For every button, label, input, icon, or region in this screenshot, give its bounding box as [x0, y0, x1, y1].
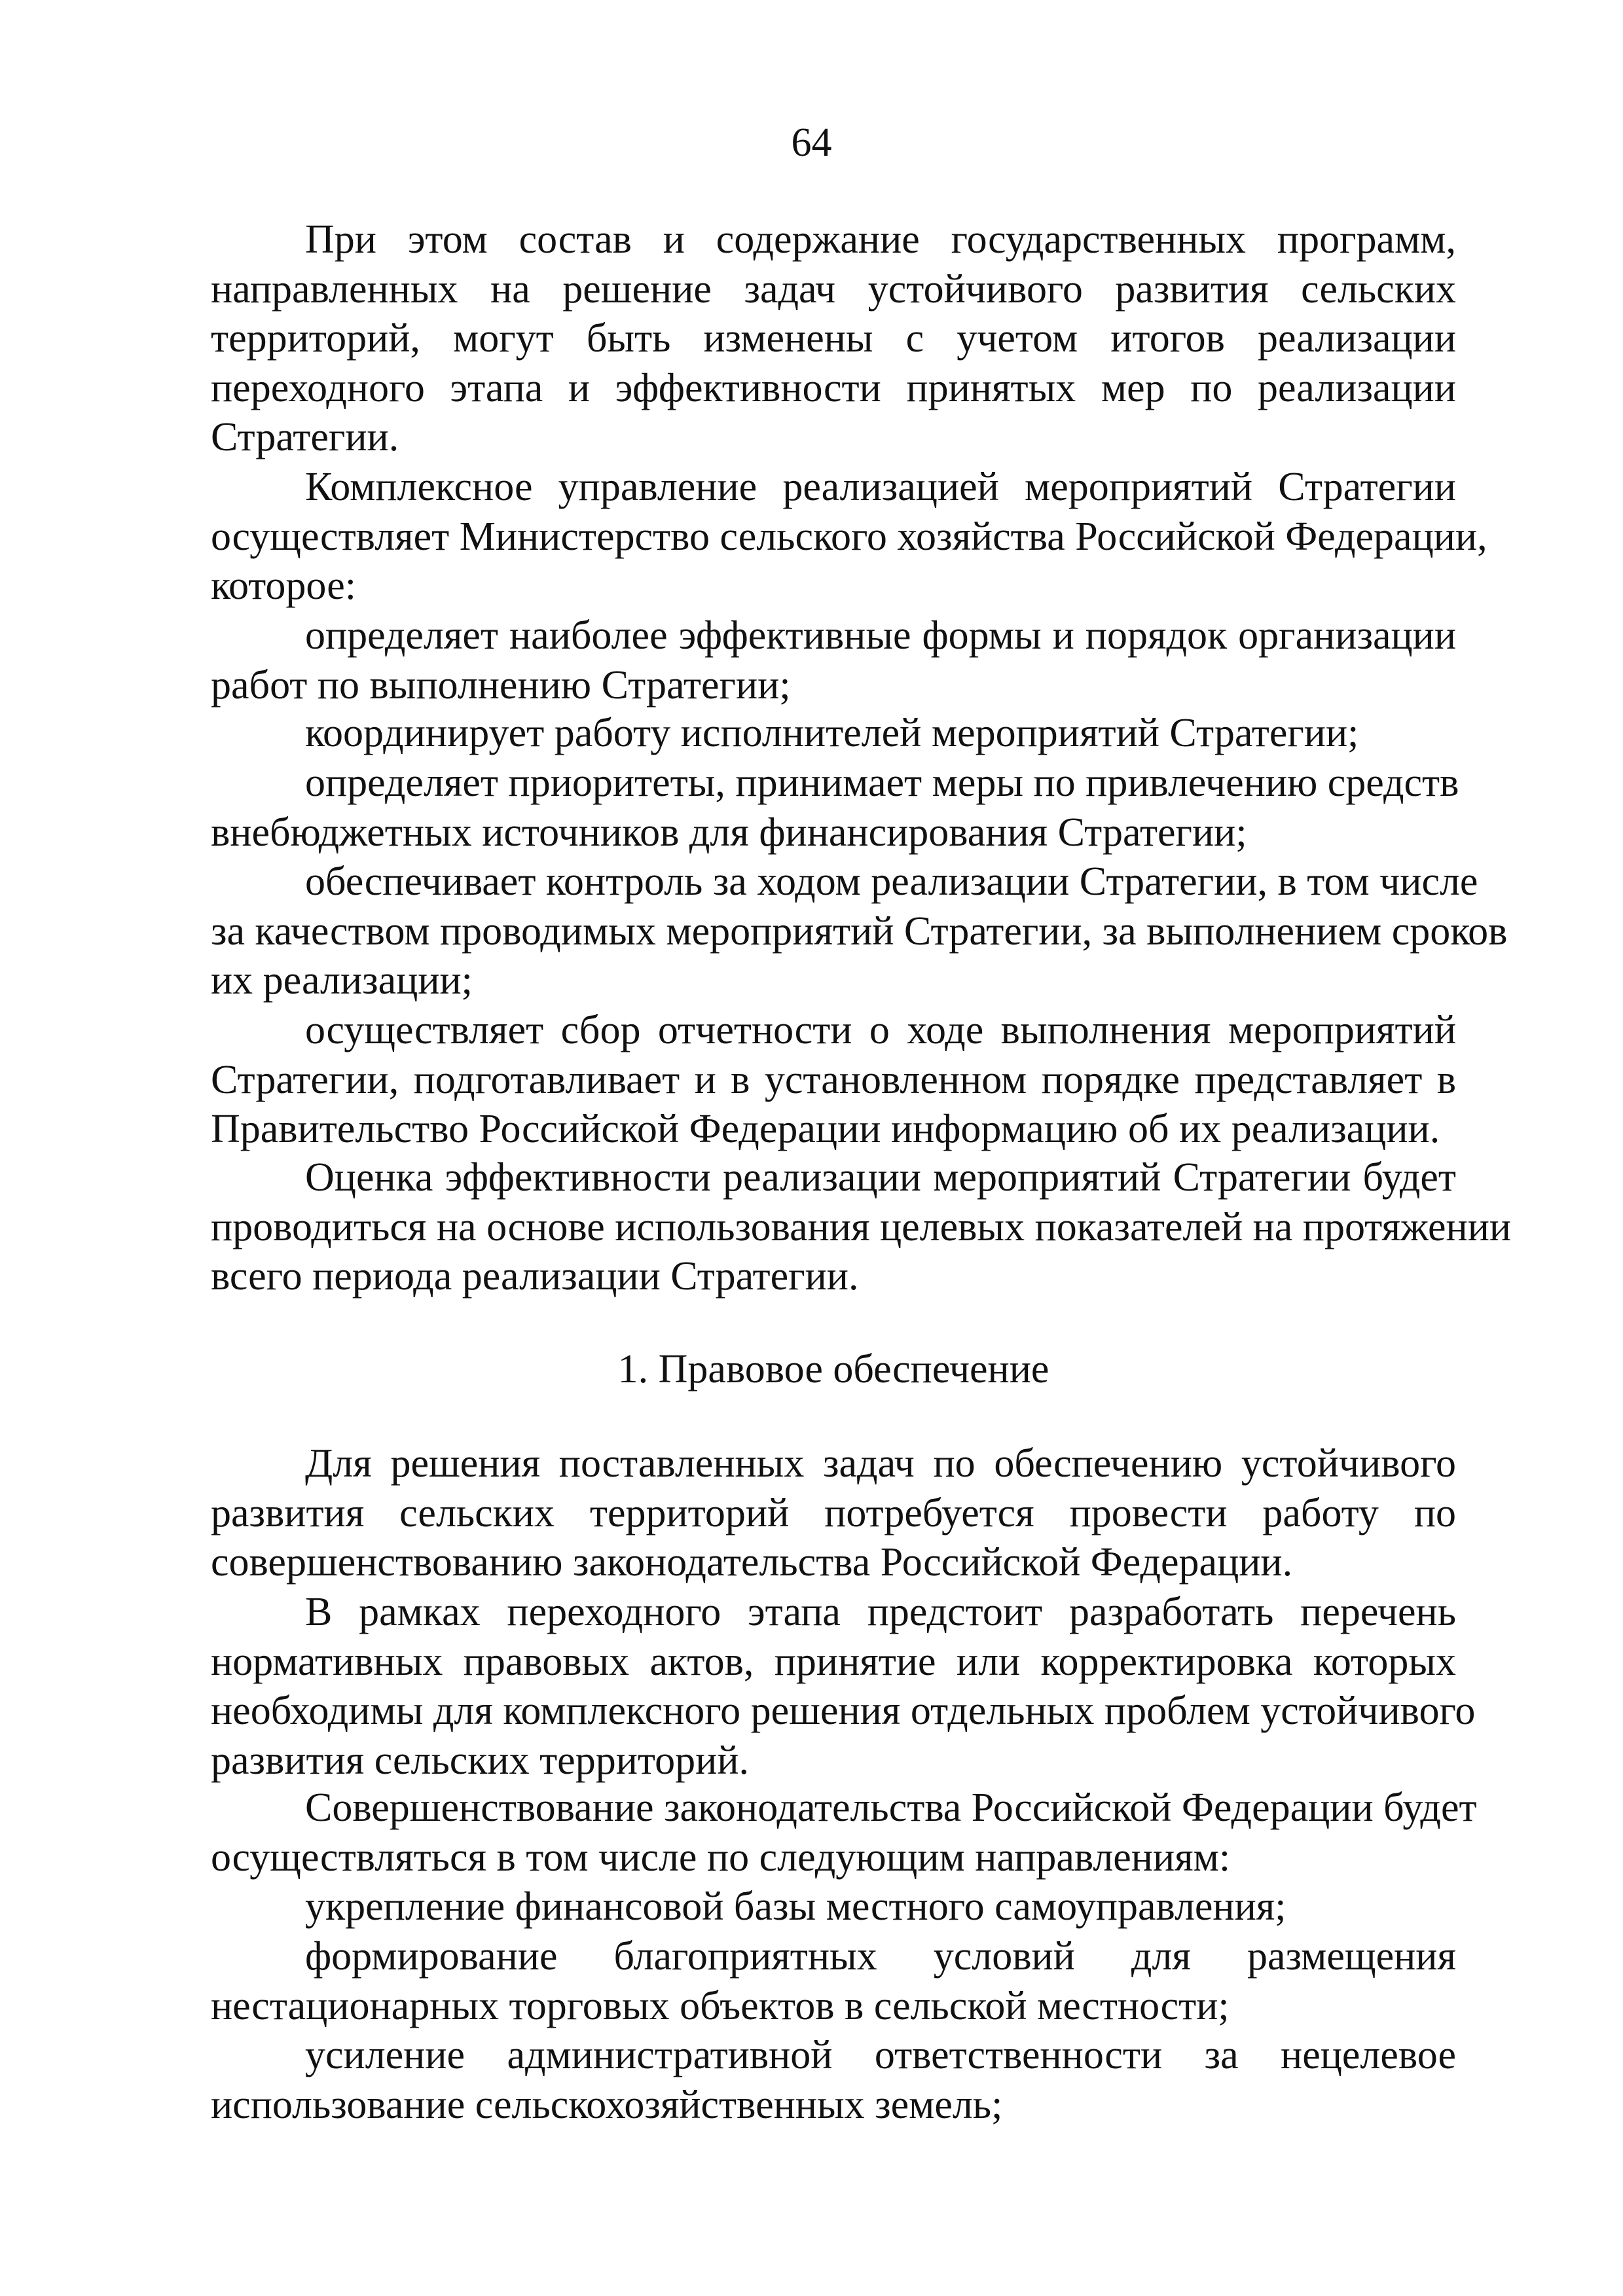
text-line: которое:	[211, 564, 356, 609]
paragraph	[211, 857, 1508, 1006]
text-line: направленных на решение задач устойчивого развития сельских	[211, 266, 1456, 312]
text-line: В рамках переходного этапа предстоит разработать перечень	[305, 1590, 1456, 1634]
text-line: нормативных правовых актов, принятие или корректировка которых	[211, 1639, 1456, 1684]
paragraph	[211, 709, 1456, 759]
text-line: осуществляться в том числе по следующим направлениям:	[211, 1835, 1231, 1880]
text-line: При этом состав и содержание государственных программ,	[305, 217, 1456, 262]
section-heading: 1. Правовое обеспечение	[617, 1347, 1049, 1391]
text-line: Стратегии.	[211, 415, 399, 460]
text-line: развития сельских территорий.	[211, 1738, 750, 1783]
text-line: укрепление финансовой базы местного самоуправления;	[305, 1884, 1286, 1929]
text-line: использование сельскохозяйственных земель;	[211, 2082, 1003, 2127]
paragraph	[211, 1588, 1476, 1785]
text-line: Комплексное управление реализацией мероприятий Стратегии	[305, 465, 1456, 509]
text-line: необходимы для комплексного решения отдельных проблем устойчивого	[211, 1689, 1476, 1734]
text-line: Совершенствование законодательства Российской Федерации будет	[305, 1785, 1477, 1830]
text-line: Для решения поставленных задач по обеспечению устойчивого	[305, 1441, 1456, 1486]
paragraph	[211, 1153, 1512, 1302]
paragraph	[211, 1932, 1456, 2031]
text-line: координирует работу исполнителей мероприятий Стратегии;	[305, 711, 1359, 755]
text-line: нестационарных торговых объектов в сельской местности;	[211, 1983, 1230, 2028]
paragraph	[211, 215, 1456, 463]
text-line: определяет наиболее эффективные формы и порядок организации	[305, 613, 1456, 658]
paragraph	[211, 1439, 1456, 1588]
text-line: развития сельских территорий потребуется провести работу по	[211, 1490, 1456, 1535]
text-line: переходного этапа и эффективности принятых мер по реализации	[211, 365, 1456, 410]
text-line: проводиться на основе использования целевых показателей на протяжении	[211, 1204, 1512, 1249]
text-line: формирование благоприятных условий для размещения	[305, 1934, 1456, 1979]
text-line: усиление административной ответственности за нецелевое	[305, 2033, 1456, 2077]
text-line: совершенствованию законодательства Российской Федерации.	[211, 1540, 1293, 1585]
paragraph	[211, 2031, 1456, 2130]
page-number: 64	[791, 120, 832, 165]
text-line: определяет приоритеты, принимает меры по привлечению средств	[305, 761, 1459, 805]
text-line: осуществляет Министерство сельского хозяйства Российской Федерации,	[211, 514, 1487, 559]
text-line: всего периода реализации Стратегии.	[211, 1254, 859, 1299]
text-line: осуществляет сбор отчетности о ходе выполнения мероприятий	[305, 1008, 1456, 1052]
paragraph	[211, 463, 1487, 611]
text-line: за качеством проводимых мероприятий Стратегии, за выполнением сроков	[211, 908, 1508, 954]
text-line: их реализации;	[211, 958, 473, 1003]
paragraph	[211, 759, 1459, 857]
text-line: работ по выполнению Стратегии;	[211, 662, 791, 708]
paragraph	[211, 1006, 1456, 1155]
text-line: Стратегии, подготавливает и в установленном порядке представляет в	[211, 1057, 1456, 1102]
paragraph	[211, 611, 1456, 710]
paragraph	[211, 1784, 1477, 1882]
text-line: Правительство Российской Федерации информацию об их реализации.	[211, 1107, 1440, 1152]
text-line: внебюджетных источников для финансирования Стратегии;	[211, 810, 1247, 855]
text-line: обеспечивает контроль за ходом реализации Стратегии, в том числе	[305, 859, 1478, 904]
text-line: территорий, могут быть изменены с учетом итогов реализации	[211, 316, 1456, 361]
paragraph	[211, 1882, 1456, 1932]
text-line: Оценка эффективности реализации мероприятий Стратегии будет	[305, 1155, 1456, 1200]
